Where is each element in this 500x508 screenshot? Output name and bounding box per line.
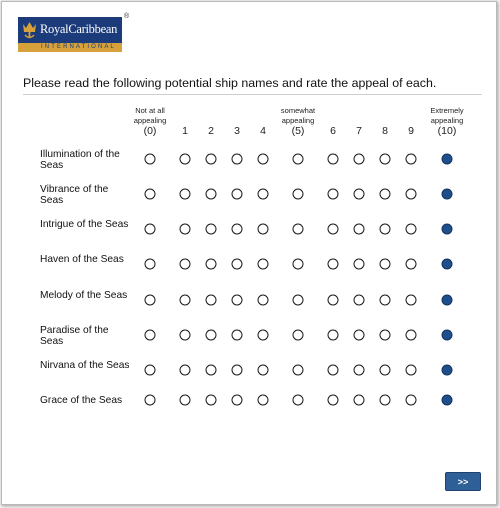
rating-radio-r3-c3[interactable] xyxy=(232,224,243,235)
rating-radio-r3-c2[interactable] xyxy=(206,224,217,235)
rating-radio-r7-c9[interactable] xyxy=(406,365,417,376)
rating-radio-r6-c7[interactable] xyxy=(354,330,365,341)
scale-header-6: 6 xyxy=(330,125,336,137)
rating-radio-r1-c8[interactable] xyxy=(380,154,391,165)
rating-radio-r1-c3[interactable] xyxy=(232,154,243,165)
rating-radio-r8-c2[interactable] xyxy=(206,395,217,406)
row-label-3: Intrigue of the Seas xyxy=(40,219,129,230)
rating-radio-r7-c10[interactable] xyxy=(442,365,453,376)
rating-radio-r5-c8[interactable] xyxy=(380,295,391,306)
rating-radio-r2-c5[interactable] xyxy=(293,189,304,200)
row-label-8: Grace of the Seas xyxy=(40,395,123,406)
rating-radio-r3-c6[interactable] xyxy=(328,224,339,235)
logo-sub-text: INTERNATIONAL xyxy=(41,44,116,50)
question-divider xyxy=(23,94,482,95)
rating-radio-r4-c1[interactable] xyxy=(180,259,191,270)
rating-radio-r3-c7[interactable] xyxy=(354,224,365,235)
rating-radio-r7-c2[interactable] xyxy=(206,365,217,376)
rating-radio-r4-c5[interactable] xyxy=(293,259,304,270)
rating-radio-r4-c6[interactable] xyxy=(328,259,339,270)
rating-radio-r1-c2[interactable] xyxy=(206,154,217,165)
rating-radio-r2-c10[interactable] xyxy=(442,189,453,200)
anchor-high-line-1: Extremely xyxy=(430,106,464,115)
rating-radio-r4-c7[interactable] xyxy=(354,259,365,270)
rating-radio-r7-c7[interactable] xyxy=(354,365,365,376)
next-button[interactable]: >> xyxy=(445,472,481,491)
rating-radio-r5-c0[interactable] xyxy=(145,295,156,306)
rating-radio-r1-c9[interactable] xyxy=(406,154,417,165)
scale-header-9: 9 xyxy=(408,125,414,137)
scale-header-0: (0) xyxy=(143,125,157,137)
rating-radio-r1-c1[interactable] xyxy=(180,154,191,165)
row-label-4: Haven of the Seas xyxy=(40,254,124,265)
scale-header-3: 3 xyxy=(234,125,240,137)
rating-radio-r8-c9[interactable] xyxy=(406,395,417,406)
royal-caribbean-logo xyxy=(18,17,122,51)
rating-radio-r6-c6[interactable] xyxy=(328,330,339,341)
rating-radio-r8-c6[interactable] xyxy=(328,395,339,406)
anchor-mid-line-2: appealing xyxy=(281,116,315,125)
question-text: Please read the following potential ship names and rate the appeal of each. xyxy=(23,76,437,90)
rating-radio-r1-c4[interactable] xyxy=(258,154,269,165)
rating-radio-r8-c1[interactable] xyxy=(180,395,191,406)
rating-radio-r6-c10[interactable] xyxy=(442,330,453,341)
rating-radio-r8-c7[interactable] xyxy=(354,395,365,406)
rating-radio-r8-c4[interactable] xyxy=(258,395,269,406)
rating-radio-r2-c8[interactable] xyxy=(380,189,391,200)
anchor-low-line-2: appealing xyxy=(133,116,167,125)
rating-radio-r8-c8[interactable] xyxy=(380,395,391,406)
rating-radio-r4-c4[interactable] xyxy=(258,259,269,270)
rating-radio-r7-c5[interactable] xyxy=(293,365,304,376)
rating-radio-r5-c9[interactable] xyxy=(406,295,417,306)
rating-radio-r1-c6[interactable] xyxy=(328,154,339,165)
rating-radio-r5-c2[interactable] xyxy=(206,295,217,306)
rating-radio-r4-c10[interactable] xyxy=(442,259,453,270)
rating-radio-r6-c5[interactable] xyxy=(293,330,304,341)
rating-radio-r1-c5[interactable] xyxy=(293,154,304,165)
row-label-6: Paradise of the Seas xyxy=(40,325,109,347)
rating-radio-r3-c9[interactable] xyxy=(406,224,417,235)
rating-radio-r3-c5[interactable] xyxy=(293,224,304,235)
row-label-7: Nirvana of the Seas xyxy=(40,360,130,371)
rating-radio-r2-c4[interactable] xyxy=(258,189,269,200)
scale-header-4: 4 xyxy=(260,125,266,137)
rating-radio-r5-c5[interactable] xyxy=(293,295,304,306)
rating-radio-r8-c3[interactable] xyxy=(232,395,243,406)
rating-radio-r5-c6[interactable] xyxy=(328,295,339,306)
anchor-low-line-1: Not at all xyxy=(135,106,165,115)
row-label-5: Melody of the Seas xyxy=(40,290,128,301)
scale-header-5: (5) xyxy=(291,125,305,137)
rating-radio-r1-c0[interactable] xyxy=(145,154,156,165)
survey-window xyxy=(1,1,497,505)
rating-radio-r7-c4[interactable] xyxy=(258,365,269,376)
rating-radio-r2-c1[interactable] xyxy=(180,189,191,200)
scale-header-10: (10) xyxy=(437,125,457,137)
rating-radio-r7-c6[interactable] xyxy=(328,365,339,376)
rating-radio-r3-c8[interactable] xyxy=(380,224,391,235)
rating-radio-r3-c0[interactable] xyxy=(145,224,156,235)
anchor-high-line-2: appealing xyxy=(430,116,464,125)
rating-radio-r6-c2[interactable] xyxy=(206,330,217,341)
rating-radio-r5-c10[interactable] xyxy=(442,295,453,306)
rating-radio-r1-c10[interactable] xyxy=(442,154,453,165)
rating-radio-r7-c3[interactable] xyxy=(232,365,243,376)
rating-radio-r7-c1[interactable] xyxy=(180,365,191,376)
row-label-2: Vibrance of the Seas xyxy=(40,184,109,206)
rating-radio-r5-c3[interactable] xyxy=(232,295,243,306)
rating-radio-r1-c7[interactable] xyxy=(354,154,365,165)
rating-radio-r3-c1[interactable] xyxy=(180,224,191,235)
rating-radio-r3-c4[interactable] xyxy=(258,224,269,235)
rating-radio-r2-c9[interactable] xyxy=(406,189,417,200)
scale-header-2: 2 xyxy=(208,125,214,137)
rating-radio-r4-c2[interactable] xyxy=(206,259,217,270)
rating-radio-r5-c1[interactable] xyxy=(180,295,191,306)
scale-header-8: 8 xyxy=(382,125,388,137)
rating-radio-r6-c1[interactable] xyxy=(180,330,191,341)
rating-radio-r2-c2[interactable] xyxy=(206,189,217,200)
rating-radio-r4-c3[interactable] xyxy=(232,259,243,270)
rating-radio-r2-c6[interactable] xyxy=(328,189,339,200)
logo-brand-text: RoyalCaribbean xyxy=(40,22,118,36)
rating-radio-r6-c3[interactable] xyxy=(232,330,243,341)
rating-radio-r6-c4[interactable] xyxy=(258,330,269,341)
crown-anchor-icon xyxy=(21,20,38,40)
rating-radio-r8-c10[interactable] xyxy=(442,395,453,406)
rating-radio-r3-c10[interactable] xyxy=(442,224,453,235)
scale-header-1: 1 xyxy=(182,125,188,137)
rating-radio-r2-c7[interactable] xyxy=(354,189,365,200)
scale-header-7: 7 xyxy=(356,125,362,137)
rating-radio-r5-c4[interactable] xyxy=(258,295,269,306)
rating-radio-r6-c8[interactable] xyxy=(380,330,391,341)
anchor-mid-line-1: somewhat xyxy=(280,106,316,115)
rating-radio-r2-c0[interactable] xyxy=(145,189,156,200)
rating-radio-r8-c5[interactable] xyxy=(293,395,304,406)
rating-radio-r4-c9[interactable] xyxy=(406,259,417,270)
rating-radio-r4-c0[interactable] xyxy=(145,259,156,270)
rating-radio-r4-c8[interactable] xyxy=(380,259,391,270)
registered-mark: ® xyxy=(124,13,130,20)
row-label-1: Illumination of the Seas xyxy=(40,149,120,171)
rating-radio-r2-c3[interactable] xyxy=(232,189,243,200)
rating-radio-r6-c9[interactable] xyxy=(406,330,417,341)
rating-radio-r7-c0[interactable] xyxy=(145,365,156,376)
rating-radio-r8-c0[interactable] xyxy=(145,395,156,406)
rating-radio-r6-c0[interactable] xyxy=(145,330,156,341)
rating-radio-r7-c8[interactable] xyxy=(380,365,391,376)
rating-radio-r5-c7[interactable] xyxy=(354,295,365,306)
